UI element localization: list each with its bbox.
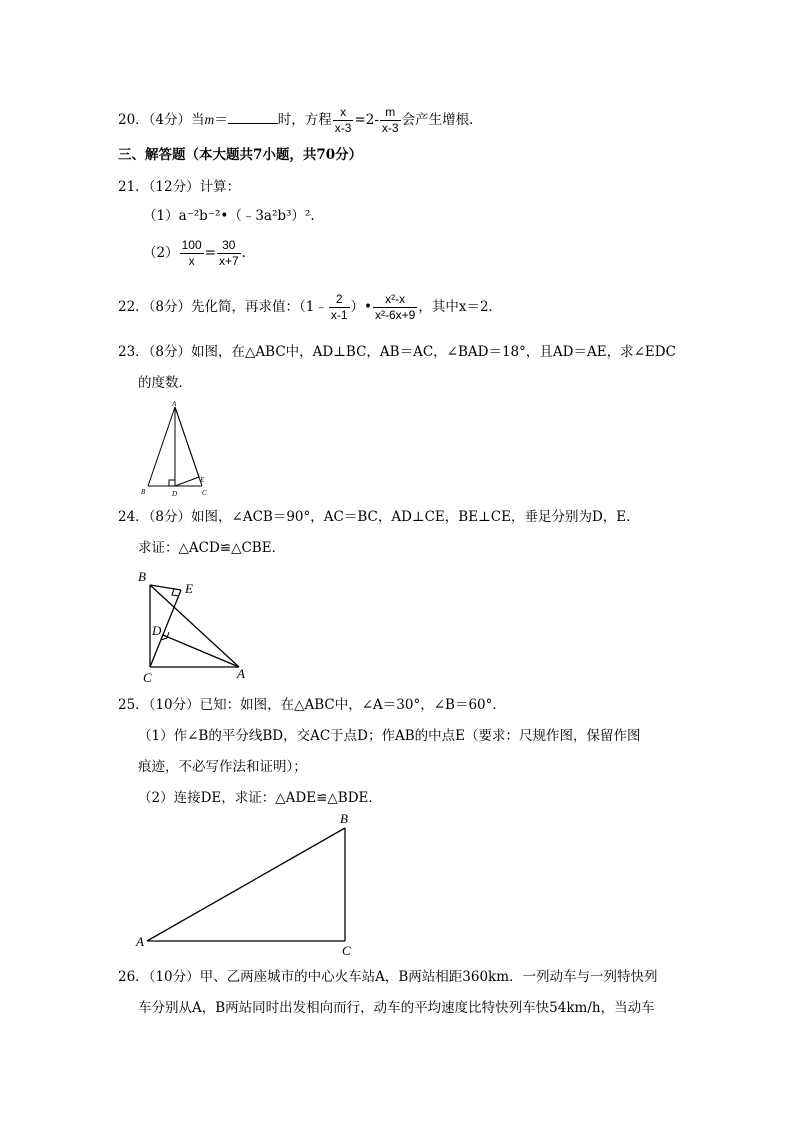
question-25-part-1-line-1: （1）作∠B的平分线BD，交AC于点D；作AB的中点E（要求：尺规作图，保留作图 bbox=[138, 728, 641, 744]
label-D: D bbox=[152, 623, 162, 638]
fraction: $\frac{2}{x-1}$ bbox=[330, 292, 348, 322]
question-22: 22．（8分）先化简，再求值：（1﹣ $\frac{2}{x-1}$ ）• $\frac{\text{x²-x}}{\text{x²-6x+9}}$ ，其中x＝2． bbox=[118, 292, 503, 322]
question-23-line-1: 23．（8分）如图，在△ABC中，AD⊥BC，AB＝AC，∠BAD＝18°，且AD＝AE，求∠EDC bbox=[118, 344, 676, 360]
label-C: C bbox=[202, 489, 207, 497]
question-20: 20．（4分）当m＝ 时，方程 $\frac{x}{x-3}$ =2- $\frac{m}{x-3}$ 会产生增根． bbox=[118, 105, 483, 135]
question-21-heading: 21．（12分）计算： bbox=[118, 179, 241, 195]
question-25-line-1: 25．（10分）已知：如图，在△ABC中，∠A＝30°，∠B＝60°． bbox=[118, 697, 506, 713]
figure-q24-triangle bbox=[135, 565, 255, 685]
label-C: C bbox=[143, 670, 152, 685]
question-25-part-1-line-2: 痕迹，不必写作法和证明）； bbox=[138, 759, 307, 775]
section-heading: 三、解答题（本大题共7小题，共70分） bbox=[118, 147, 363, 163]
figure-q23-triangle bbox=[138, 400, 218, 500]
fraction: $\frac{100}{x}$ bbox=[181, 238, 202, 268]
question-25-part-2: （2）连接DE，求证：△ADE≌△BDE． bbox=[138, 790, 382, 806]
label-E: E bbox=[185, 581, 193, 596]
label-B: B bbox=[340, 811, 348, 826]
label-A: A bbox=[237, 666, 245, 681]
question-21-part-2: （2） $\frac{100}{x}$ = $\frac{30}{x+7}$ . bbox=[143, 238, 246, 268]
fraction: $\frac{x}{x-3}$ bbox=[334, 105, 352, 135]
label-A: A bbox=[172, 400, 177, 408]
fraction: $\frac{30}{x+7}$ bbox=[218, 238, 239, 268]
answer-blank[interactable] bbox=[228, 109, 278, 124]
question-21-part-1: （1）a⁻²b⁻²•（﹣3a²b³）². bbox=[143, 208, 315, 224]
question-23-line-2: 的度数． bbox=[138, 375, 192, 391]
label-E: E bbox=[200, 476, 205, 484]
figure-q25-triangle bbox=[130, 808, 370, 958]
question-24-line-2: 求证：△ACD≌△CBE． bbox=[138, 540, 286, 556]
label-B: B bbox=[138, 569, 146, 584]
fraction: $\frac{\text{x²-x}}{\text{x²-6x+9}}$ bbox=[375, 292, 416, 322]
label-C: C bbox=[342, 943, 351, 958]
question-24-line-1: 24．（8分）如图，∠ACB＝90°，AC＝BC，AD⊥CE，BE⊥CE，垂足分别为D，E． bbox=[118, 509, 640, 525]
label-B: B bbox=[141, 488, 146, 496]
question-26-line-2: 车分别从A，B两站同时出发相向而行，动车的平均速度比特快列车快54km/h，当动车 bbox=[138, 1000, 655, 1016]
fraction: $\frac{m}{x-3}$ bbox=[381, 105, 399, 135]
label-D: D bbox=[172, 490, 178, 498]
question-26-line-1: 26．（10分）甲、乙两座城市的中心火车站A，B两站相距360km．一列动车与一列特快列 bbox=[118, 969, 658, 985]
label-A: A bbox=[136, 934, 144, 949]
